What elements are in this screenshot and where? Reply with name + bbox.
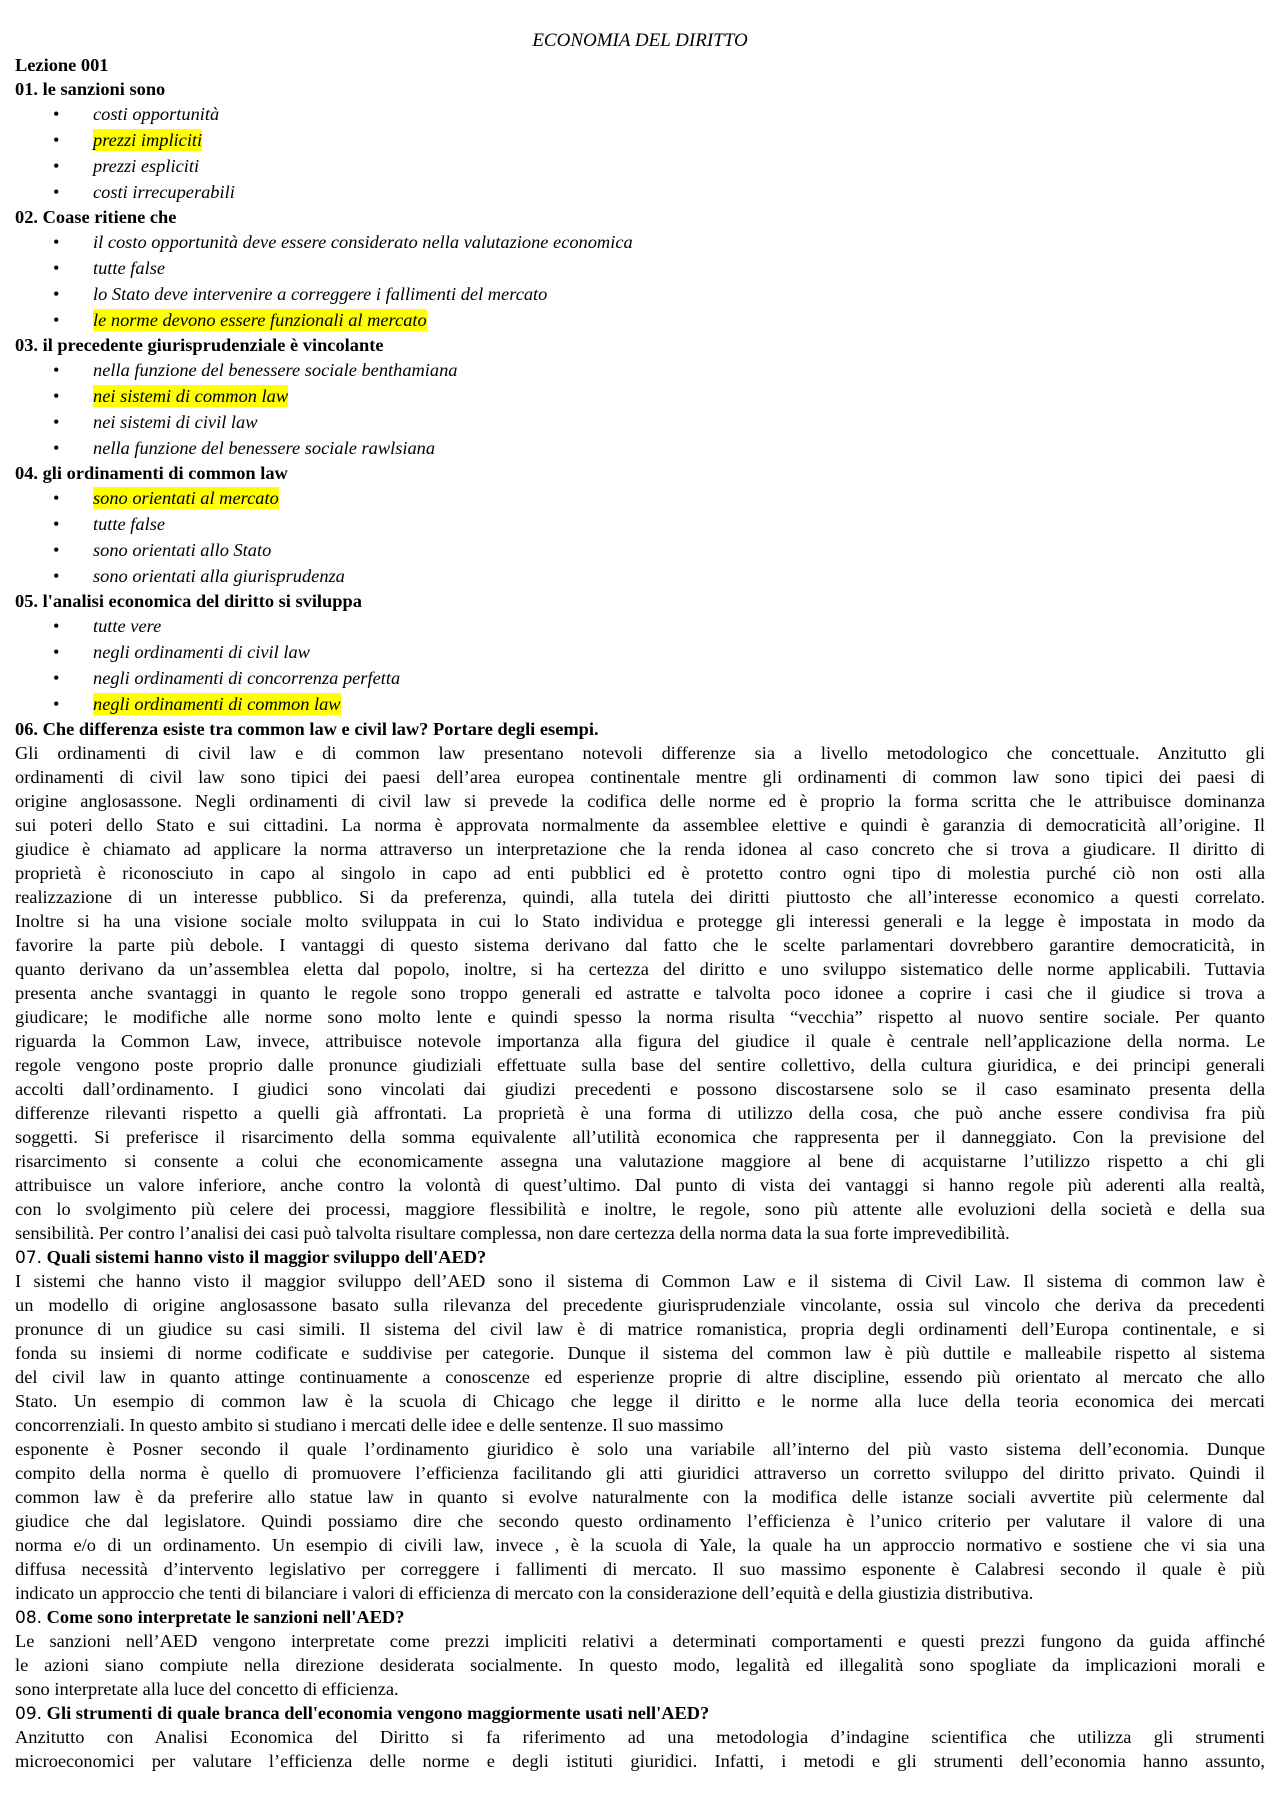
answer-line: ordinamenti di civil law sono tipici dei paesi dell’area europea continentale mentre gli ordinamenti di common law sono tipici dei paesi di [15, 767, 1265, 787]
answer-line: diffusa necessità d’intervento legislativo per correggere i fallimenti di mercato. Il suo massimo esponente è Calabresi secondo il quale è più [15, 1559, 1265, 1579]
answer-option [15, 537, 1265, 563]
bullet-icon: • [53, 488, 60, 508]
answer-option [15, 179, 1265, 205]
lesson-heading: Lezione 001 [15, 55, 109, 75]
question-text: il precedente giurisprudenziale è vincolante [42, 335, 384, 355]
answer-line: Le sanzioni nell’AED vengono interpretate come prezzi impliciti relativi a determinati comportamenti e questi prezzi fungono da guida affinché [15, 1631, 1265, 1651]
answer-line: del civil law in quanto attinge continuamente a conoscenze ed esperienze proprie di altre discipline, essendo più orientato al mercato che allo [15, 1367, 1265, 1387]
question-number: 03. [15, 335, 38, 355]
answer-line: Anzitutto con Analisi Economica del Diritto si fa riferimento ad una metodologia d’indagine scientifica che utilizza gli strumenti [15, 1727, 1265, 1747]
question-text: gli ordinamenti di common law [42, 463, 288, 483]
answer-line: favorire la parte più debole. I vantaggi di questo sistema derivano dal fatto che le scelte parlamentari dovrebbero garantire democraticità, in [15, 935, 1265, 955]
answer-text [15, 1269, 1265, 1605]
question-heading [15, 77, 1265, 101]
answer-option-correct [15, 383, 1265, 409]
bullet-icon: • [53, 386, 60, 406]
answer-option-text: nella funzione del benessere sociale benthamiana [93, 360, 458, 380]
answer-option-text: negli ordinamenti di concorrenza perfetta [93, 668, 401, 688]
answer-line: esponente è Posner secondo il quale l’ordinamento giuridico è solo una variabile all’interno del più vasto sistema dell’economia. Dunque [15, 1439, 1265, 1459]
answer-line: attribuisce un valore inferiore, anche contro la volontà di quest’ultimo. Dal punto di vista dei vantaggi si hanno regole più aderenti alla realtà, [15, 1175, 1265, 1195]
bullet-icon: • [53, 668, 60, 688]
open-questions-section [15, 717, 1265, 1773]
answer-line: realizzazione di un interesse pubblico. Si da preferenza, quindi, alla tutela dei diritti piuttosto che all’interesse economico a questi correlato. [15, 887, 1265, 907]
answer-line: con lo svolgimento più celere dei processi, maggiore flessibilità e inoltre, le regole, sono più attente alle evoluzioni della società e della sua [15, 1199, 1265, 1219]
answer-option-text: tutte vere [93, 616, 162, 636]
bullet-icon: • [53, 104, 60, 124]
question-text: Che differenza esiste tra common law e civil law? Portare degli esempi. [42, 719, 599, 739]
answer-option-correct [15, 307, 1265, 333]
answer-line: sui poteri dello Stato e sui cittadini. La norma è approvata normalmente da assemblee elettive e quindi è garanzia di democraticità all’origine. Il [15, 815, 1265, 835]
question-text: Coase ritiene che [42, 207, 177, 227]
answer-options [15, 485, 1265, 589]
question-heading [15, 461, 1265, 485]
bullet-icon: • [53, 232, 60, 252]
question-heading [15, 1605, 1265, 1629]
answer-options [15, 357, 1265, 461]
answer-line: giudice è chiamato ad applicare la norma attraverso un interpretazione che la renda idonea al caso concreto che si trova a giudicare. Il diritto di [15, 839, 1265, 859]
answer-option [15, 153, 1265, 179]
answer-option-correct [15, 127, 1265, 153]
answer-text [15, 1725, 1265, 1773]
question-text: Gli strumenti di quale branca dell'economia vengono maggiormente usati nell'AED? [46, 1703, 710, 1723]
question-number: 08. [15, 1608, 43, 1628]
question-heading [15, 589, 1265, 613]
question-number: 04. [15, 463, 38, 483]
answer-options [15, 101, 1265, 205]
question-text: Quali sistemi hanno visto il maggior sviluppo dell'AED? [46, 1247, 487, 1267]
answer-text [15, 741, 1265, 1245]
answer-line: origine anglosassone. Negli ordinamenti di civil law si prevede la codifica delle norme ed è proprio la forma scritta che le attribuisce dominanza [15, 791, 1265, 811]
question-number: 02. [15, 207, 38, 227]
question-text: l'analisi economica del diritto si sviluppa [42, 591, 362, 611]
answer-text [15, 1629, 1265, 1701]
answer-option [15, 665, 1265, 691]
question-number: 09. [15, 1704, 43, 1724]
bullet-icon: • [53, 694, 60, 714]
answer-line: sensibilità. Per contro l’analisi dei casi può talvolta risultare complessa, non dare certezza della norma data la sua forte imprevedibilità. [15, 1223, 1010, 1243]
answer-option-correct [15, 691, 1265, 717]
answer-option [15, 229, 1265, 255]
answer-line: I sistemi che hanno visto il maggior sviluppo dell’AED sono il sistema di Common Law e il sistema di Civil Law. Il sistema di common law è [15, 1271, 1265, 1291]
answer-option [15, 409, 1265, 435]
answer-option-text: costi irrecuperabili [93, 182, 235, 202]
document-title: ECONOMIA DEL DIRITTO [532, 30, 748, 51]
answer-option-text: prezzi impliciti [93, 130, 203, 150]
bullet-icon: • [53, 130, 60, 150]
answer-line: le azioni siano compiute nella direzione desiderata socialmente. In questo modo, legalità ed illegalità sono spogliate da implicazioni morali e [15, 1655, 1265, 1675]
answer-line: common law è da preferire allo statue law in quanto si evolve naturalmente con la modifica delle istanze sociali avvertite più celermente dal [15, 1487, 1265, 1507]
answer-line: sono interpretate alla luce del concetto di efficienza. [15, 1679, 399, 1699]
bullet-icon: • [53, 540, 60, 560]
answer-option-text: negli ordinamenti di civil law [93, 642, 310, 662]
bullet-icon: • [53, 616, 60, 636]
answer-line: accolti dall’ordinamento. I giudici sono vincolati dai giudizi precedenti e possono discostarsene solo se il caso esaminato presenta della [15, 1079, 1265, 1099]
answer-option-text: tutte false [93, 258, 166, 278]
answer-line: quanto derivano da un’assemblea eletta dal popolo, inoltre, si ha certezza del diritto e uno sviluppo sistematico delle norme applicabili. Tuttavia [15, 959, 1265, 979]
question-heading [15, 333, 1265, 357]
question-number: 07. [15, 1248, 43, 1268]
answer-option [15, 357, 1265, 383]
question-text: le sanzioni sono [42, 79, 166, 99]
answer-option-text: lo Stato deve intervenire a correggere i fallimenti del mercato [93, 284, 548, 304]
bullet-icon: • [53, 412, 60, 432]
bullet-icon: • [53, 360, 60, 380]
bullet-icon: • [53, 258, 60, 278]
answer-option-text: sono orientati alla giurisprudenza [93, 566, 345, 586]
answer-option-text: sono orientati allo Stato [93, 540, 272, 560]
answer-option-text: le norme devono essere funzionali al mercato [93, 310, 427, 330]
answer-options [15, 613, 1265, 717]
answer-option-correct [15, 485, 1265, 511]
bullet-icon: • [53, 514, 60, 534]
answer-line: Gli ordinamenti di civil law e di common law presentano notevoli differenze sia a livello metodologico che concettuale. Anzitutto gli [15, 743, 1265, 763]
answer-line: indicato un approccio che tenti di bilanciare i valori di efficienza di mercato con la considerazione dell’equità e della giustizia distributiva. [15, 1583, 1034, 1603]
multiple-choice-section [15, 77, 1265, 717]
answer-option [15, 511, 1265, 537]
answer-option [15, 255, 1265, 281]
answer-option [15, 435, 1265, 461]
bullet-icon: • [53, 182, 60, 202]
answer-line: soggetti. Si preferisce il risarcimento della somma equivalente all’utilità economica che rappresenta per il danneggiato. Con la previsione del [15, 1127, 1265, 1147]
answer-option-text: nei sistemi di civil law [93, 412, 258, 432]
question-heading [15, 205, 1265, 229]
answer-option-text: sono orientati al mercato [93, 488, 279, 508]
bullet-icon: • [53, 156, 60, 176]
answer-line: Inoltre si ha una visione sociale molto sviluppata in cui lo Stato individua e protegge gli interessi generali e la legge è impostata in modo da [15, 911, 1265, 931]
question-number: 05. [15, 591, 38, 611]
answer-option-text: tutte false [93, 514, 166, 534]
answer-line: regole vengono poste proprio dalle pronunce giudiziali effettuate sulla base del sentire collettivo, della cultura giuridica, e dei principi generali [15, 1055, 1265, 1075]
answer-line: differenze rilevanti rispetto a quelli già affrontati. La proprietà è una forma di utilizzo della cosa, che può anche essere condivisa fra più [15, 1103, 1265, 1123]
bullet-icon: • [53, 438, 60, 458]
question-heading [15, 1245, 1265, 1269]
answer-line: fonda su insiemi di norme codificate e suddivise per categorie. Dunque il sistema del common law è più duttile e malleabile rispetto al sistema [15, 1343, 1265, 1363]
answer-line: norma e/o di un ordinamento. Un esempio di civili law, invece , è la scuola di Yale, la quale ha un approccio normativo e sostiene che vi sia una [15, 1535, 1265, 1555]
answer-option [15, 281, 1265, 307]
answer-option [15, 563, 1265, 589]
answer-line: microeconomici per valutare l’efficienza delle norme e degli istituti giuridici. Infatti, i metodi e gli strumenti dell’economia hanno assunto, [15, 1751, 1265, 1771]
answer-line: concorrenziali. In questo ambito si studiano i mercati delle idee e delle sentenze. Il suo massimo [15, 1415, 724, 1435]
answer-line: risarcimento si consente a colui che economicamente assegna una valutazione maggiore al bene di acquistarne l’utilizzo rispetto a chi gli [15, 1151, 1265, 1171]
bullet-icon: • [53, 642, 60, 662]
answer-option-text: negli ordinamenti di common law [93, 694, 341, 714]
answer-option-text: il costo opportunità deve essere considerato nella valutazione economica [93, 232, 633, 252]
question-heading [15, 717, 1265, 741]
question-text: Come sono interpretate le sanzioni nell'AED? [46, 1607, 405, 1627]
answer-line: un modello di origine anglosassone basato sulla rilevanza del precedente giurisprudenziale vincolante, ossia sul vincolo che deriva da precedenti [15, 1295, 1265, 1315]
question-number: 01. [15, 79, 38, 99]
bullet-icon: • [53, 284, 60, 304]
answer-line: compito della norma è quello di promuovere l’efficienza facilitando gli atti giuridici attraverso un corretto sviluppo del diritto privato. Quindi il [15, 1463, 1265, 1483]
answer-line: presenta anche svantaggi in quanto le regole sono troppo generali ed astratte e talvolta poco idonee a coprire i casi che il giudice si trova a [15, 983, 1265, 1003]
answer-line: giudice che dal legislatore. Quindi possiamo dire che secondo questo ordinamento l’efficienza è l’unico criterio per valutare il valore di una [15, 1511, 1265, 1531]
bullet-icon: • [53, 566, 60, 586]
answer-option-text: nella funzione del benessere sociale rawlsiana [93, 438, 436, 458]
answer-option-text: nei sistemi di common law [93, 386, 289, 406]
answer-line: pronunce di un giudice su casi simili. Il sistema del civil law è di matrice romanistica, propria degli ordinamenti dell’Europa continentale, e si [15, 1319, 1265, 1339]
answer-option [15, 613, 1265, 639]
answer-option [15, 101, 1265, 127]
answer-line: giudicare; le modifiche alle norme sono molto lente e quindi spesso la norma risulta “vecchia” rispetto al nuovo sentire sociale. Per quanto [15, 1007, 1265, 1027]
answer-line: proprietà è riconosciuto in capo al singolo in capo ad enti pubblici ed è protetto contro ogni tipo di molestia purché ciò non osti alla [15, 863, 1265, 883]
question-heading [15, 1701, 1265, 1725]
answer-option-text: costi opportunità [93, 104, 220, 124]
answer-option [15, 639, 1265, 665]
answer-line: riguarda la Common Law, invece, attribuisce notevole importanza alla figura del giudice il quale è centrale nell’applicazione della norma. Le [15, 1031, 1265, 1051]
question-number: 06. [15, 719, 38, 739]
answer-option-text: prezzi espliciti [93, 156, 200, 176]
answer-options [15, 229, 1265, 333]
answer-line: Stato. Un esempio di common law è la scuola di Chicago che legge il diritto e le norme alla luce della teoria economica dei mercati [15, 1391, 1265, 1411]
bullet-icon: • [53, 310, 60, 330]
